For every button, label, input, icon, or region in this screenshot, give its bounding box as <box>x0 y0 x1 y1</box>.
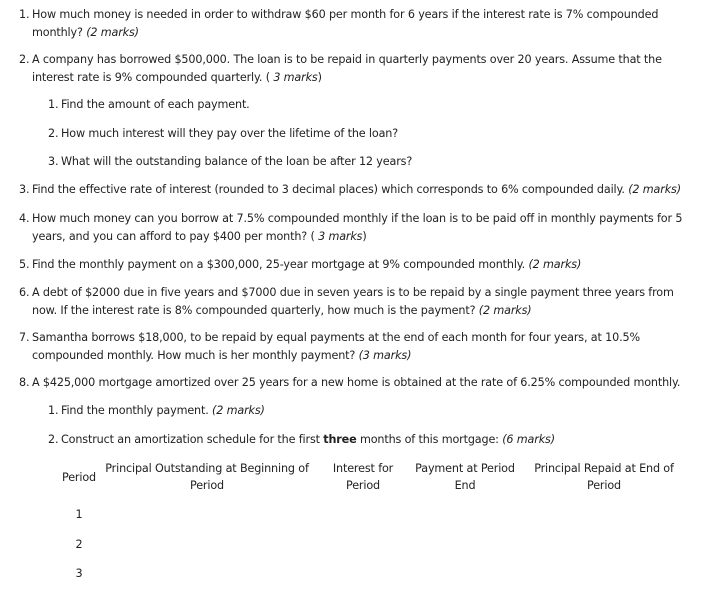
question-text: How much money is needed in order to withdraw $60 per month for 6 years if the interest rate is 7% compounded monthly? <box>32 8 659 39</box>
sub-number: 1. <box>48 404 59 417</box>
sub-text: Find the monthly payment. <box>61 404 209 417</box>
marks-label: (2 marks) <box>628 183 681 196</box>
question-number: 5. <box>19 258 30 271</box>
marks-label: (2 marks) <box>478 304 532 317</box>
marks-label: 3 marks <box>273 71 318 84</box>
question-number: 4. <box>19 212 30 225</box>
marks-label: (2 marks) <box>212 404 265 417</box>
marks-open: ( <box>310 230 315 243</box>
question-text: Samantha borrows $18,000, to be repaid by equal payments at the end of each month for four years, at 10.5% compounded monthly. How much is her monthly payment? <box>32 331 640 362</box>
question-text: Find the monthly payment on a $300,000, 25-year mortgage at 9% compounded monthly. <box>32 258 526 271</box>
table-row-period: 1 <box>75 508 83 521</box>
table-row-period: 2 <box>75 538 83 551</box>
question-number: 1. <box>19 8 30 21</box>
sub-number: 1. <box>48 98 59 111</box>
question-number: 7. <box>19 331 30 344</box>
marks-close: ) <box>362 230 367 243</box>
question-number: 2. <box>19 53 30 66</box>
question-number: 3. <box>19 183 30 196</box>
question-1 <box>19 6 689 42</box>
sub-text: What will the outstanding balance of the loan be after 12 years? <box>61 155 413 168</box>
sub-text: How much interest will they pay over the lifetime of the loan? <box>61 127 399 140</box>
question-2 <box>19 51 689 87</box>
question-4 <box>19 210 689 246</box>
question-2-part-1 <box>48 96 688 114</box>
question-8-part-2 <box>48 431 688 449</box>
question-8 <box>19 374 689 392</box>
sub-number: 2. <box>48 127 59 140</box>
question-3 <box>19 181 689 199</box>
marks-label: (6 marks) <box>502 433 555 446</box>
question-2-part-2 <box>48 125 688 143</box>
header-principal-repaid: Principal Repaid at End of Period <box>534 462 674 492</box>
sub-text-bold: three <box>323 433 357 446</box>
marks-label: (2 marks) <box>528 258 582 271</box>
question-2-part-3 <box>48 153 688 171</box>
question-text: Find the effective rate of interest (rounded to 3 decimal places) which corresponds to 6% compounded daily. <box>32 183 625 196</box>
header-interest: Interest for Period <box>332 462 394 492</box>
marks-label: (3 marks) <box>358 349 412 362</box>
header-period: Period <box>62 471 96 484</box>
question-text: A $425,000 mortgage amortized over 25 years for a new home is obtained at the rate of 6.25% compounded monthly. <box>32 376 681 389</box>
table-row-period: 3 <box>75 567 83 580</box>
question-7 <box>19 329 689 365</box>
question-6 <box>19 284 689 320</box>
sub-text: months of this mortgage: <box>359 433 499 446</box>
sub-text: Construct an amortization schedule for the first <box>61 433 320 446</box>
marks-close: ) <box>317 71 322 84</box>
question-text: A company has borrowed $500,000. The loan is to be repaid in quarterly payments over 20 years. Assume that the interest rate is 9% compounded quarterly. <box>32 53 662 84</box>
question-5 <box>19 256 689 274</box>
sub-number: 2. <box>48 433 59 446</box>
question-text: A debt of $2000 due in five years and $7000 due in seven years is to be repaid by a single payment three years from now. If the interest rate is 8% compounded quarterly, how much is the payment? <box>32 286 674 317</box>
marks-label: 3 marks <box>318 230 363 243</box>
question-number: 6. <box>19 286 30 299</box>
header-principal-outstanding: Principal Outstanding at Beginning of Period <box>105 462 309 492</box>
sub-text: Find the amount of each payment. <box>61 98 250 111</box>
marks-open: ( <box>265 71 270 84</box>
question-text: How much money can you borrow at 7.5% compounded monthly if the loan is to be paid off in monthly payments for 5 years, and you can afford to pay $400 per month? <box>32 212 683 243</box>
sub-number: 3. <box>48 155 59 168</box>
question-8-part-1 <box>48 402 688 420</box>
marks-label: (2 marks) <box>86 26 139 39</box>
question-number: 8. <box>19 376 30 389</box>
header-payment: Payment at Period End <box>415 462 515 492</box>
